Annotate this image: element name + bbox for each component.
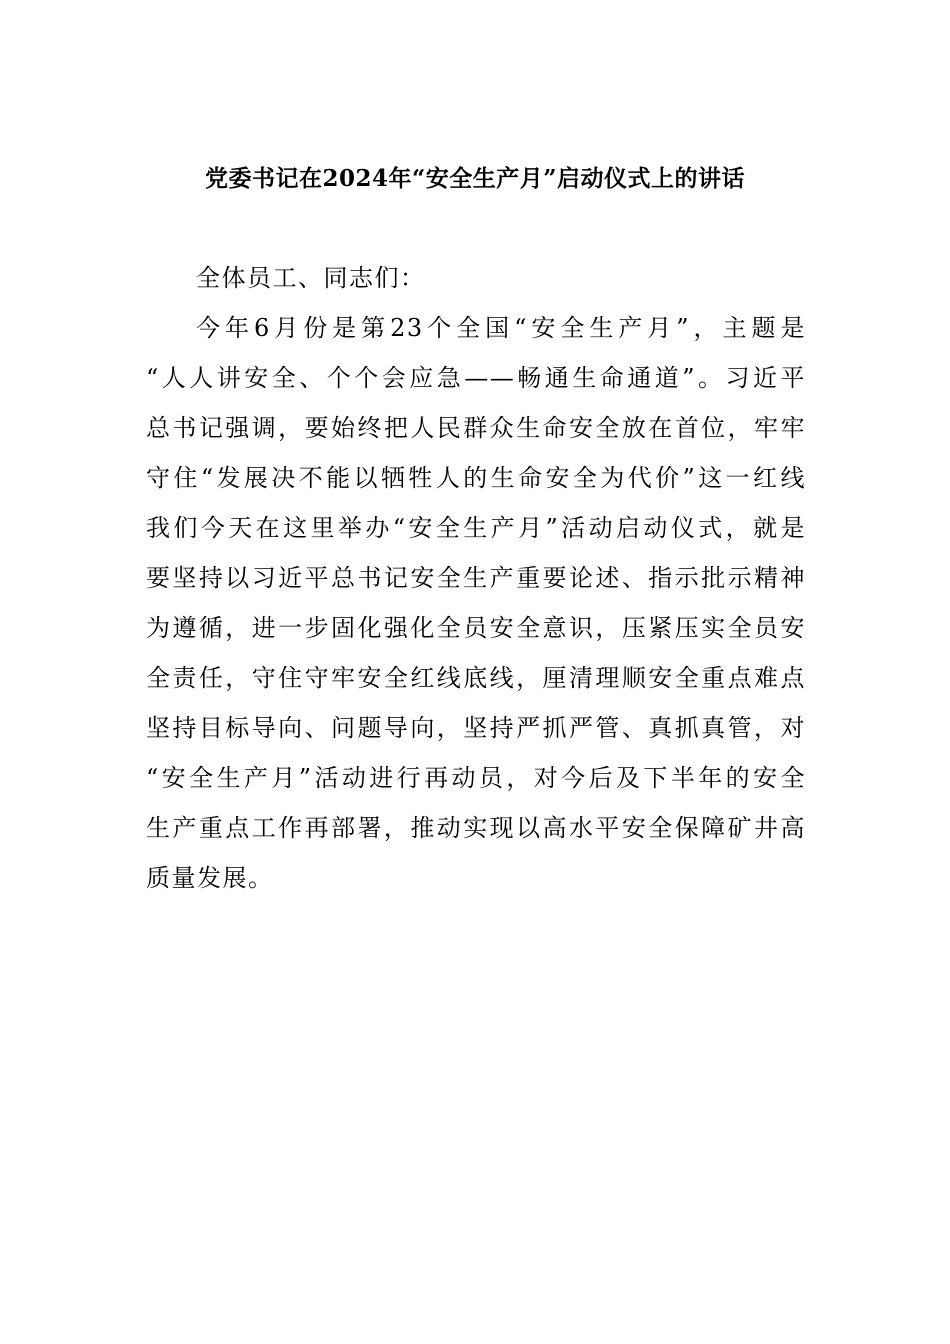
paragraph-line: “人人讲安全、个个会应急——畅通生命通道”。习近平 — [146, 364, 806, 392]
paragraph-line: 全责任，守住守牢安全红线底线，厘清理顺安全重点难点 — [146, 664, 806, 692]
paragraph-line: 为遵循，进一步固化强化全员安全意识，压紧压实全员安 — [146, 614, 806, 642]
paragraph-line: 质量发展。 — [146, 864, 274, 892]
paragraph-line: 我们今天在这里举办“安全生产月”活动启动仪式，就是 — [146, 514, 806, 542]
paragraph-line: “安全生产月”活动进行再动员，对今后及下半年的安全 — [146, 764, 806, 792]
paragraph-line: 生产重点工作再部署，推动实现以高水平安全保障矿井高 — [146, 814, 806, 842]
salutation: 全体员工、同志们： — [196, 264, 426, 292]
paragraph-line: 今年6月份是第23个全国“安全生产月”，主题是 — [196, 314, 806, 342]
paragraph-line: 总书记强调，要始终把人民群众生命安全放在首位，牢牢 — [146, 414, 806, 442]
document-title: 党委书记在2024年“安全生产月”启动仪式上的讲话 — [205, 165, 745, 192]
document-body — [146, 253, 806, 903]
paragraph-line: 要坚持以习近平总书记安全生产重要论述、指示批示精神 — [146, 564, 806, 592]
paragraph-line: 守住“发展决不能以牺牲人的生命安全为代价”这一红线 — [146, 464, 806, 492]
paragraph-line: 坚持目标导向、问题导向，坚持严抓严管、真抓真管，对 — [146, 714, 806, 742]
